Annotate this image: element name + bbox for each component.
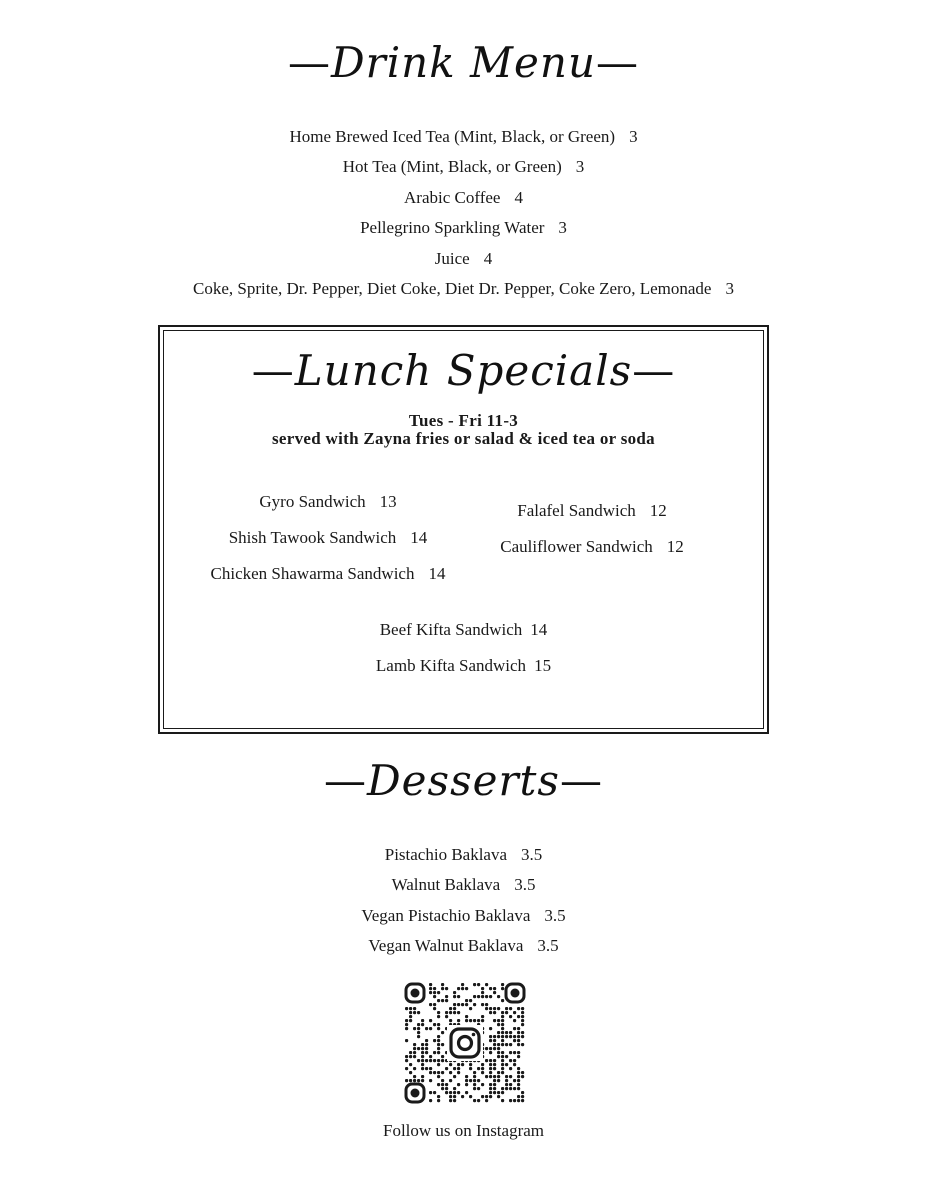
lunch-item: Chicken Shawarma Sandwich 14 — [210, 564, 446, 583]
lunch-specials-heading: —Lunch Specials— — [251, 346, 676, 395]
dessert-item: Pistachio Baklava 3.5 — [384, 845, 543, 864]
desserts-heading: —Desserts— — [323, 756, 603, 805]
drink-item: Home Brewed Iced Tea (Mint, Black, or Green) 3 — [289, 127, 638, 146]
drink-menu-heading: —Drink Menu— — [288, 38, 639, 87]
lunch-item: Cauliflower Sandwich 12 — [500, 537, 684, 556]
lunch-hours: Tues - Fri 11-3 — [408, 411, 519, 430]
lunch-item: Falafel Sandwich 12 — [517, 501, 667, 520]
drink-menu-list — [0, 122, 927, 304]
lunch-item: Gyro Sandwich 13 — [259, 492, 397, 511]
drink-item: Juice 4 — [434, 248, 493, 268]
dessert-item: Walnut Baklava 3.5 — [391, 875, 536, 895]
lunch-item: Beef Kifta Sandwich 14 — [379, 620, 548, 639]
lunch-served-with: served with Zayna fries or salad & iced tea or soda — [272, 429, 655, 448]
drink-item: Arabic Coffee 4 — [404, 187, 523, 207]
desserts-list — [0, 840, 927, 962]
drink-item: Coke, Sprite, Dr. Pepper, Diet Coke, Diet Dr. Pepper, Coke Zero, Lemonade 3 — [193, 279, 734, 299]
lunch-item: Shish Tawook Sandwich 14 — [228, 528, 428, 547]
drink-item: Pellegrino Sparkling Water 3 — [360, 218, 567, 238]
instagram-qr-code-icon[interactable] — [404, 982, 526, 1104]
drink-item: Hot Tea (Mint, Black, or Green) 3 — [342, 157, 585, 177]
instagram-caption: Follow us on Instagram — [382, 1121, 545, 1140]
dessert-item: Vegan Walnut Baklava 3.5 — [368, 936, 559, 956]
lunch-item: Lamb Kifta Sandwich 15 — [375, 656, 552, 675]
dessert-item: Vegan Pistachio Baklava 3.5 — [361, 905, 566, 925]
